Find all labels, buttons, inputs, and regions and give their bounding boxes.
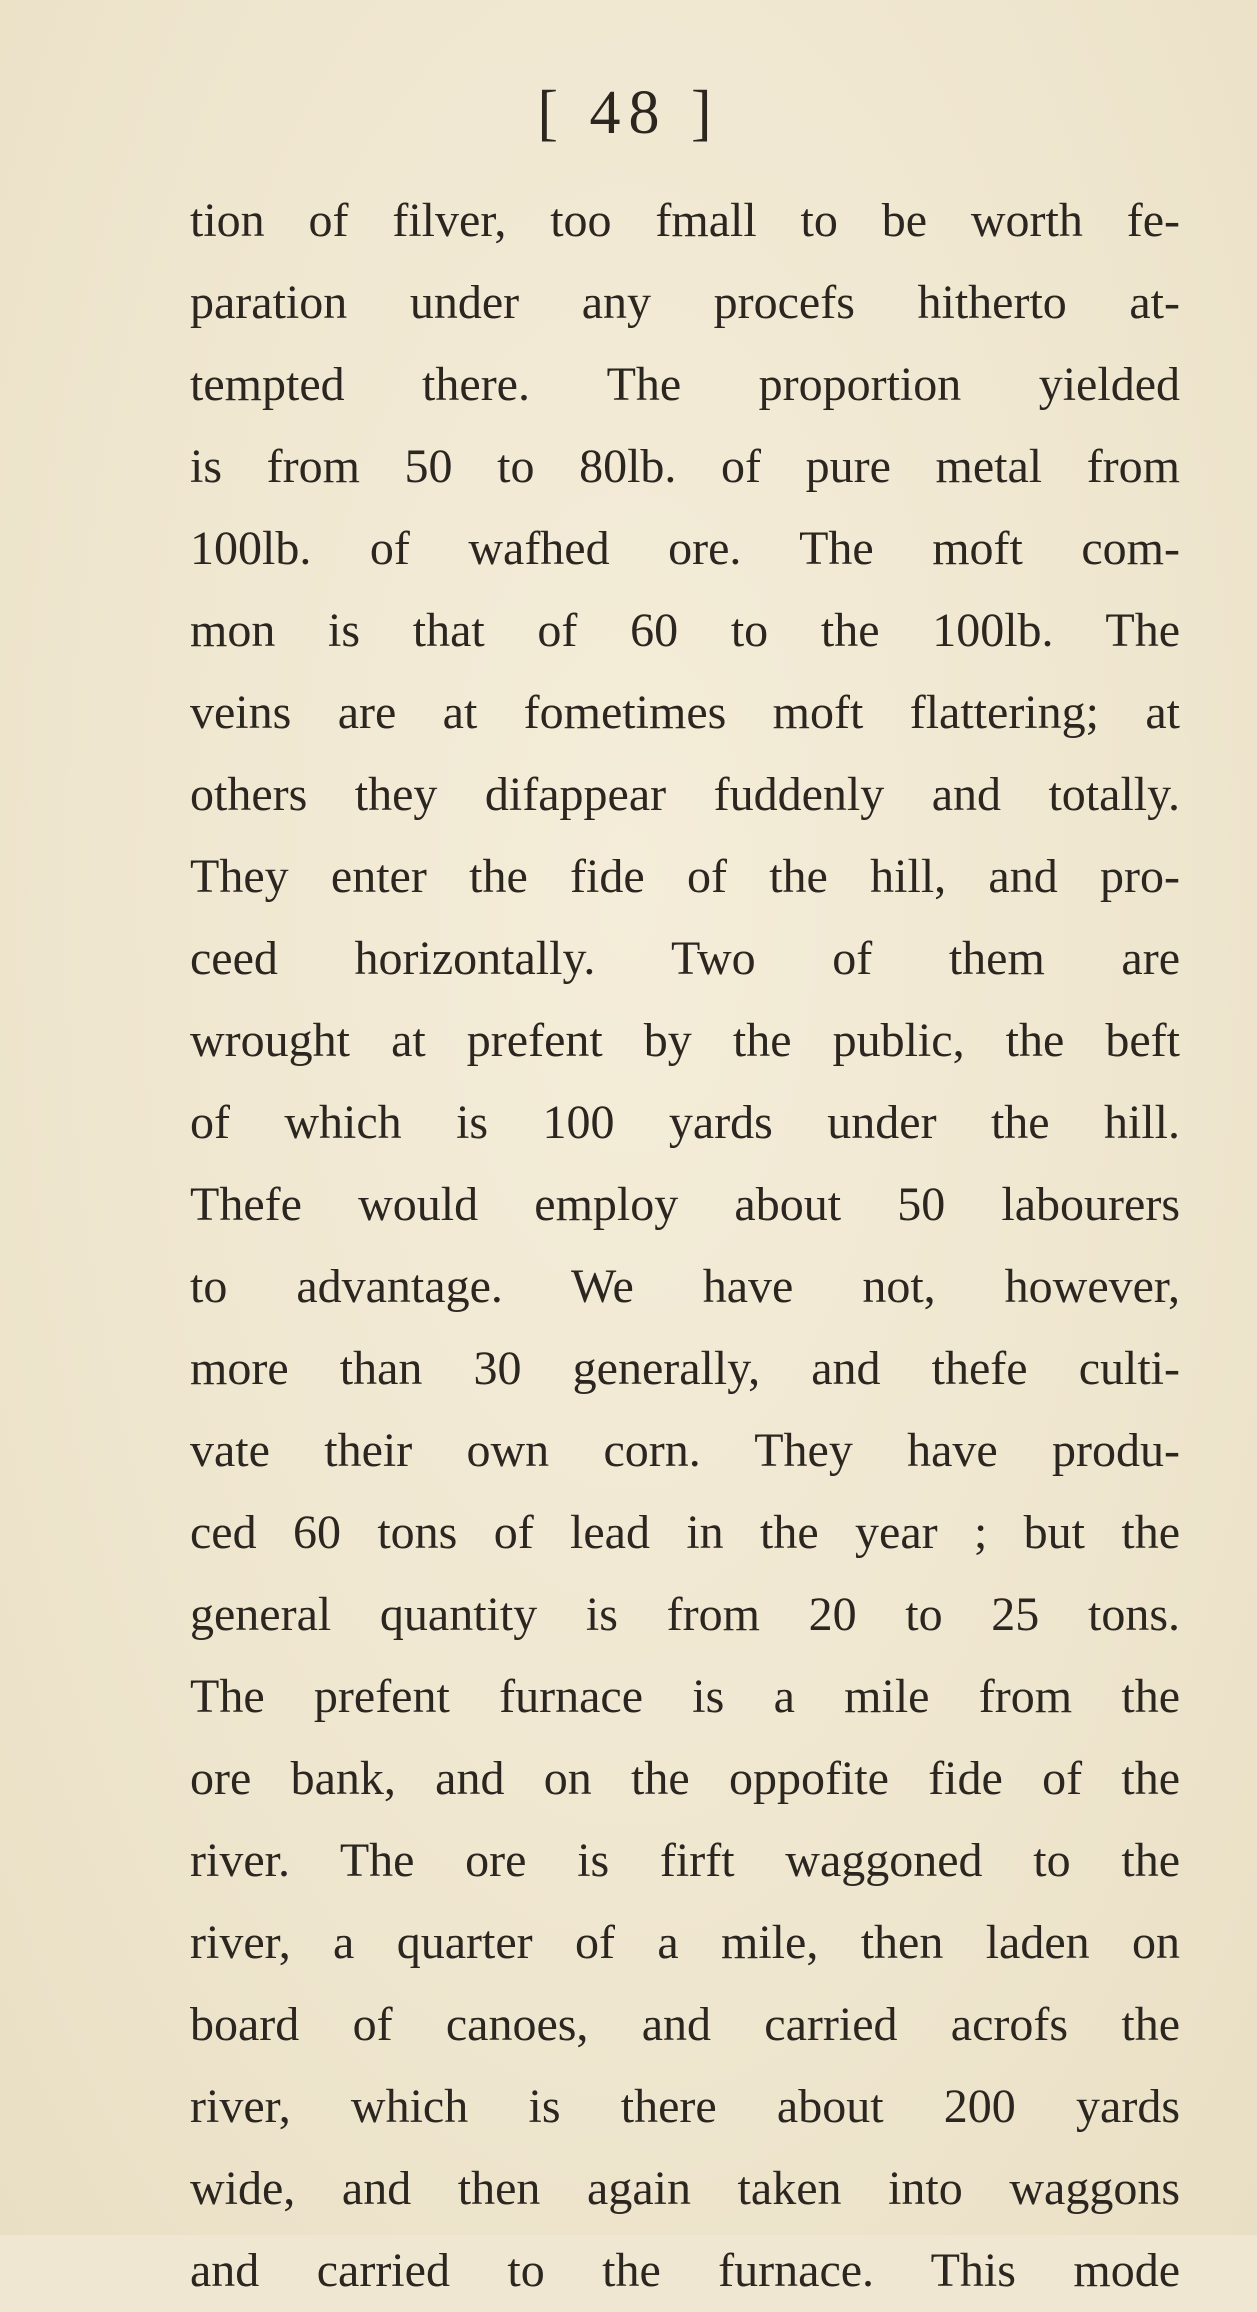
text-line: and carried to the furnace. This mode <box>190 2244 1180 2297</box>
text-line: ced 60 tons of lead in the year ; but the <box>190 1506 1180 1559</box>
text-line: river, which is there about 200 yards <box>190 2080 1180 2133</box>
text-line: tempted there. The proportion yielded <box>190 358 1180 411</box>
text-line: more than 30 generally, and thefe culti- <box>190 1342 1180 1395</box>
text-line: tion of filver, too fmall to be worth fe- <box>190 194 1180 247</box>
body-text <box>190 180 1180 2312</box>
page-number-header: [ 48 ] <box>537 79 720 147</box>
text-line: 100lb. of wafhed ore. The moft com- <box>190 522 1180 575</box>
text-line: mon is that of 60 to the 100lb. The <box>190 604 1180 657</box>
text-line: general quantity is from 20 to 25 tons. <box>190 1588 1180 1641</box>
text-line: paration under any procefs hitherto at- <box>190 276 1180 329</box>
text-line: river, a quarter of a mile, then laden on <box>190 1916 1180 1969</box>
text-line: They enter the fide of the hill, and pro- <box>190 850 1180 903</box>
text-line: ore bank, and on the oppofite fide of the <box>190 1752 1180 1805</box>
text-line: to advantage. We have not, however, <box>190 1260 1180 1313</box>
text-line: wrought at prefent by the public, the beft <box>190 1014 1180 1067</box>
text-line: The prefent furnace is a mile from the <box>190 1670 1180 1723</box>
text-line: vate their own corn. They have produ- <box>190 1424 1180 1477</box>
text-line: veins are at fometimes moft flattering; at <box>190 686 1180 739</box>
text-line: ceed horizontally. Two of them are <box>190 932 1180 985</box>
text-line: is from 50 to 80lb. of pure metal from <box>190 440 1180 493</box>
text-line: of which is 100 yards under the hill. <box>190 1096 1180 1149</box>
text-line: wide, and then again taken into waggons <box>190 2162 1180 2215</box>
text-line: others they difappear fuddenly and totally. <box>190 768 1180 821</box>
text-line: board of canoes, and carried acrofs the <box>190 1998 1180 2051</box>
text-line: Thefe would employ about 50 labourers <box>190 1178 1180 1231</box>
text-line: river. The ore is firft waggoned to the <box>190 1834 1180 1887</box>
